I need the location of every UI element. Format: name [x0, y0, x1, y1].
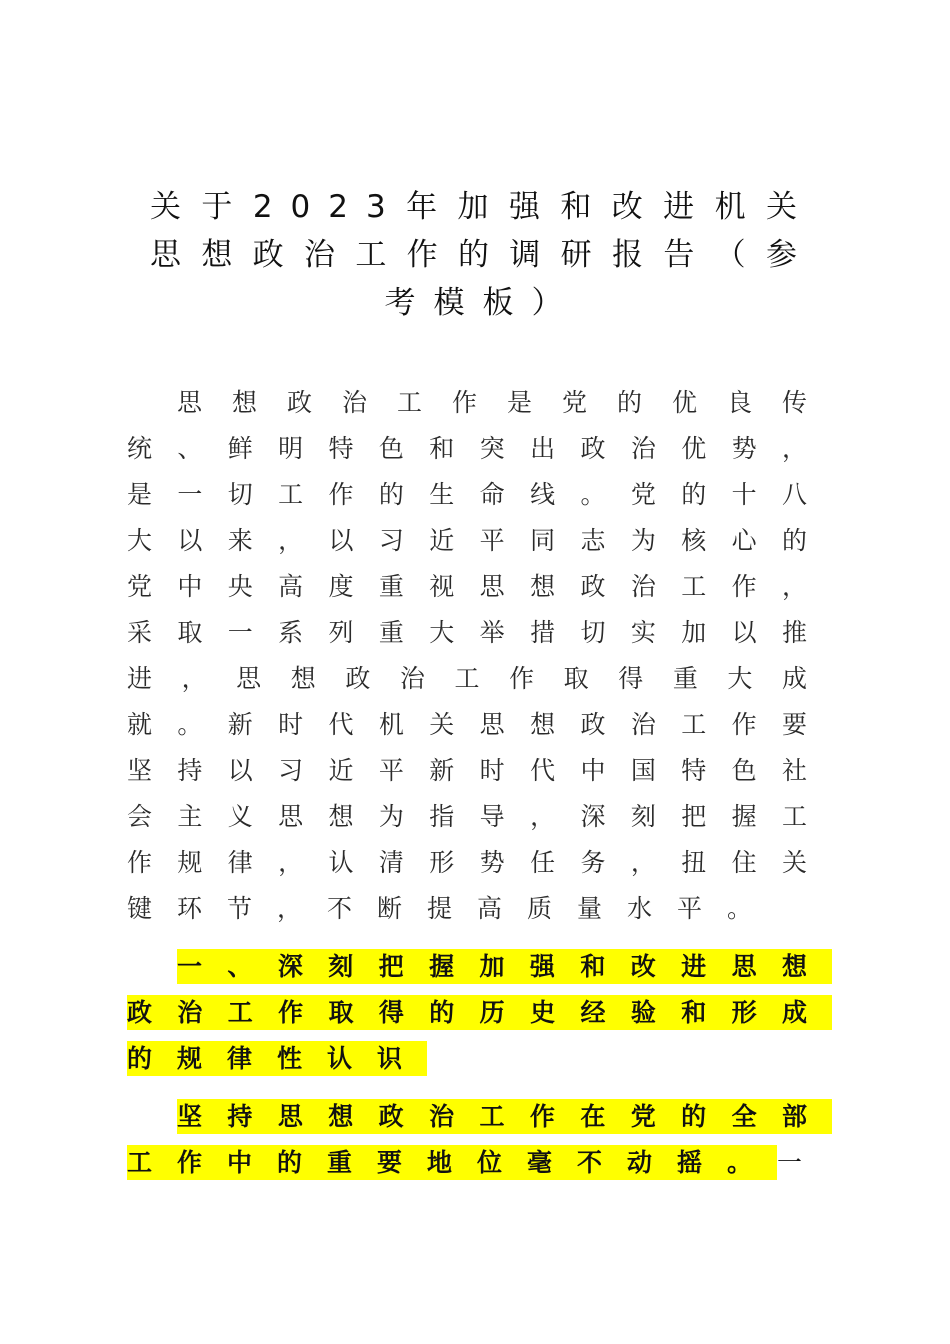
subheading-paragraph	[127, 1094, 832, 1186]
intro-paragraph: 思想政治工作是党的优良传统、鲜明特色和突出政治优势，是一切工作的生命线。党的十八大以来，以习近平同志为核心的党中央高度重视思想政治工作，采取一系列重大举措切实加以推进，思想政治工作取得重大成就。新时代机关思想政治工作要坚持以习近平新时代中国特色社会主义思想为指导，深刻把握工作规律，认清形势任务，扭住关键环节，不断提高质量水平。	[127, 388, 832, 923]
subheading-highlighted-text: 坚持思想政治工作在党的全部工作中的重要地位毫不动摇。	[127, 1099, 832, 1180]
subheading-continuation-text: 一	[777, 1148, 828, 1177]
document-title: 关于2023年加强和改进机关思想政治工作的调研报告（参考模板）	[150, 189, 815, 321]
section-heading	[127, 944, 832, 1082]
section-heading-text: 一、深刻把握加强和改进思想政治工作取得的历史经验和形成的规律性认识	[127, 949, 832, 1076]
document-body	[127, 380, 832, 1186]
